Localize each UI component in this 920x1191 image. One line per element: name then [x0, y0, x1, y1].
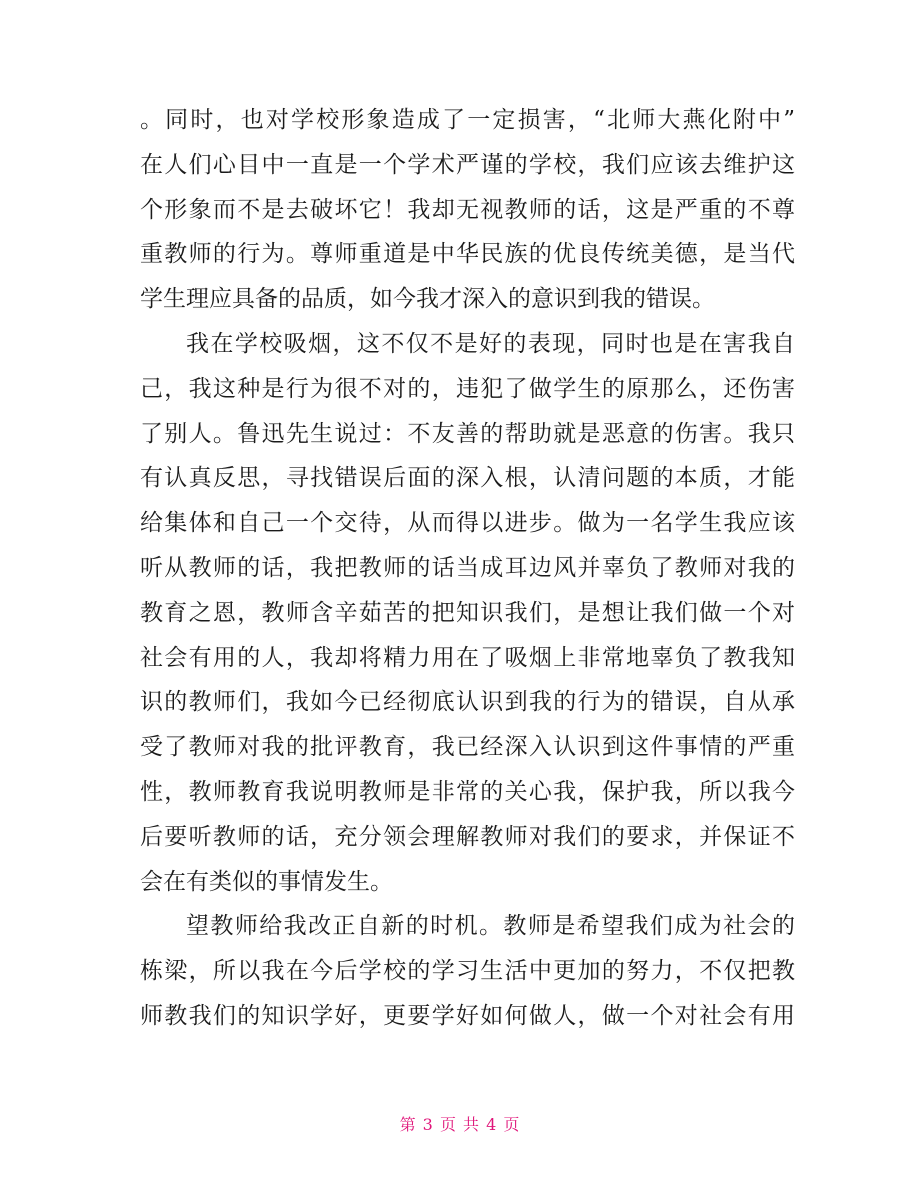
text-line: 重教师的行为。尊师重道是中华民族的优良传统美德，是当代: [140, 241, 795, 268]
text-line: 后要听教师的话，充分领会理解教师对我们的要求，并保证不: [140, 823, 795, 850]
body-text: [140, 98, 795, 1039]
text-line: 识的教师们，我如今已经彻底认识到我的行为的错误，自从承: [140, 689, 795, 716]
text-line: 给集体和自己一个交待，从而得以进步。做为一名学生我应该: [140, 510, 795, 537]
text-line: 栋梁，所以我在今后学校的学习生活中更加的努力，不仅把教: [140, 958, 795, 985]
text-line: 性，教师教育我说明教师是非常的关心我，保护我，所以我今: [140, 778, 795, 805]
text-line: 听从教师的话，我把教师的话当成耳边风并辜负了教师对我的: [140, 554, 795, 581]
text-line: 受了教师对我的批评教育，我已经深入认识到这件事情的严重: [140, 734, 795, 761]
text-line: 会在有类似的事情发生。: [140, 868, 393, 895]
text-line: 了别人。鲁迅先生说过：不友善的帮助就是恶意的伤害。我只: [140, 420, 795, 447]
text-line: 己，我这种是行为很不对的，违犯了做学生的原那么，还伤害: [140, 375, 795, 402]
page-number-footer: 第 3 页 共 4 页: [399, 1115, 521, 1134]
text-line: 师教我们的知识学好，更要学好如何做人，做一个对社会有用: [140, 1002, 795, 1029]
text-line: 在人们心目中一直是一个学术严谨的学校，我们应该去维护这: [140, 151, 795, 178]
text-line: 社会有用的人，我却将精力用在了吸烟上非常地辜负了教我知: [140, 644, 795, 671]
text-line: 望教师给我改正自新的时机。教师是希望我们成为社会的: [186, 913, 795, 940]
text-line: 有认真反思，寻找错误后面的深入根，认清问题的本质，才能: [140, 465, 795, 492]
text-line: 教育之恩，教师含辛茹苦的把知识我们，是想让我们做一个对: [140, 599, 795, 626]
text-line: 个形象而不是去破坏它！我却无视教师的话，这是严重的不尊: [140, 196, 795, 223]
text-line: 学生理应具备的品质，如今我才深入的意识到我的错误。: [140, 286, 715, 313]
text-line: 我在学校吸烟，这不仅不是好的表现，同时也是在害我自: [186, 330, 795, 357]
text-line: 。同时，也对学校形象造成了一定损害，“北师大燕化附中”: [140, 107, 795, 133]
